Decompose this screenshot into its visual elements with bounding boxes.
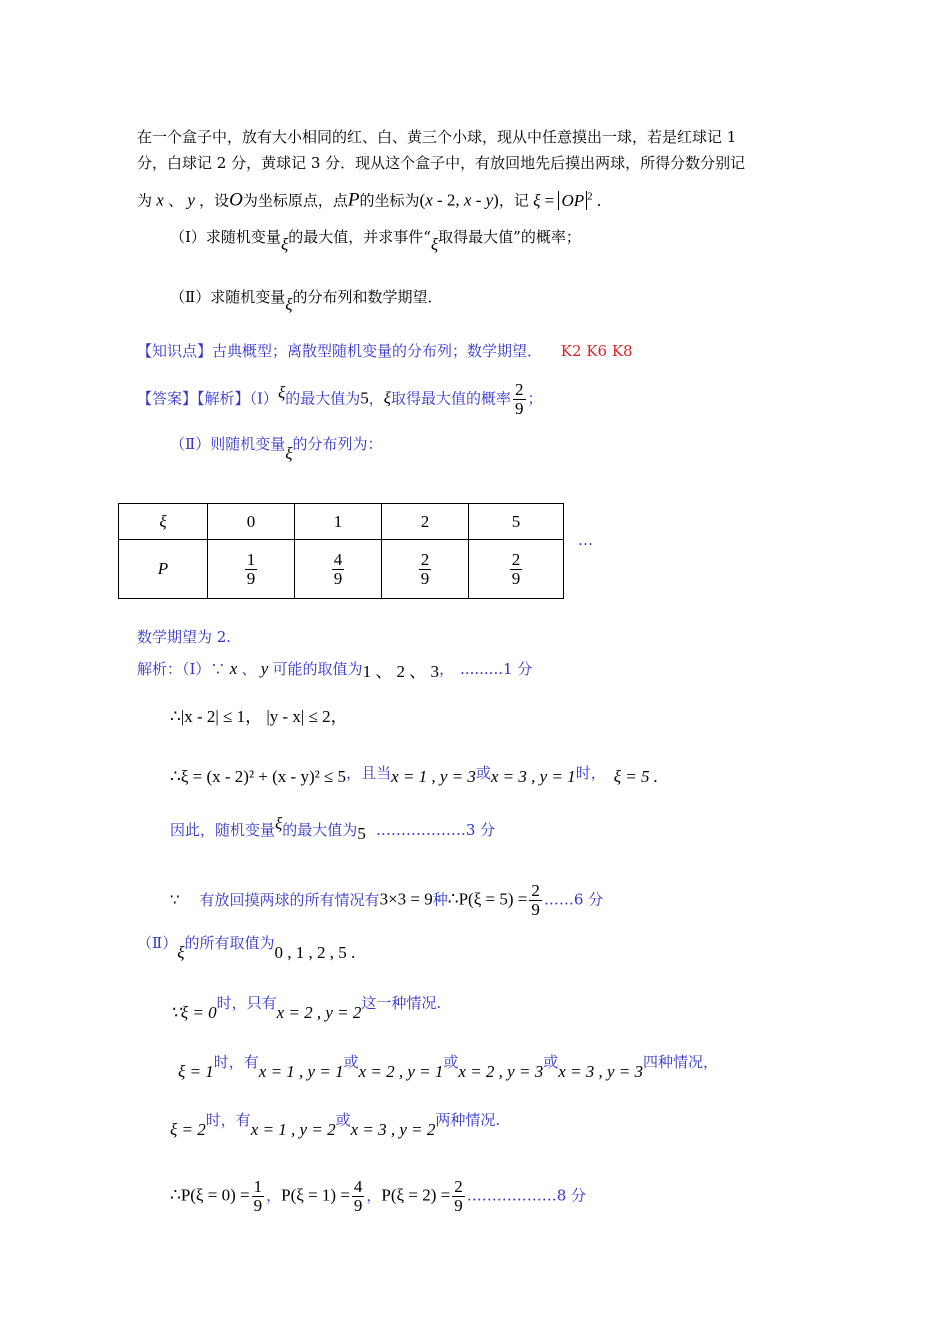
max-value: 5 <box>360 388 369 408</box>
text: 【答案】【解析】（I） <box>137 389 278 408</box>
max-value: 5 <box>357 824 366 843</box>
score-mark: ……6 分 <box>543 890 604 909</box>
question-1 <box>170 227 581 254</box>
table-cell: 1 <box>295 504 382 540</box>
fraction <box>352 1178 365 1215</box>
text: 取得最大值的概率 <box>391 389 512 408</box>
text: 两种情况. <box>435 1111 501 1129</box>
text: （I）求随机变量 <box>170 228 281 246</box>
var-P: P <box>347 189 360 211</box>
solution-line-9 <box>170 1110 501 1139</box>
text: 的分布列为： <box>292 435 383 453</box>
math-expr: ∴P(ξ = 0) = <box>170 1185 250 1205</box>
text: 为 <box>137 191 153 210</box>
solution-line-2: ∴|x - 2| ≤ 1， |y - x| ≤ 2， <box>170 707 348 726</box>
text: 解析：（I）∵ <box>137 660 226 678</box>
math-expr: P(ξ = 1) = <box>281 1185 350 1205</box>
xi-symbol: ξ <box>177 943 185 962</box>
problem-text: 在一个盒子中，放有大小相同的红、白、黄三个小球，现从中任意摸出一球，若是红球记 1 <box>137 128 737 146</box>
probability-fraction <box>513 381 526 418</box>
table-cell <box>208 540 295 599</box>
table-row <box>119 540 564 599</box>
denominator: 9 <box>454 1196 463 1215</box>
text: ，且当 <box>346 764 392 782</box>
numerator: 4 <box>333 549 343 569</box>
text: 取得最大值”的概率； <box>438 228 581 246</box>
table-header-p: P <box>119 540 208 599</box>
solution-line-1: 解析：（I）∵ x 、 y 可能的取值为1 、 2 、 3， .........1 分 <box>137 659 533 681</box>
denominator: 9 <box>246 568 256 588</box>
math-expr: x = 2 , y = 3 <box>458 1062 544 1081</box>
text: 、 <box>168 191 184 210</box>
text: ， <box>368 389 384 408</box>
text: 时，有 <box>205 1111 251 1129</box>
question-2 <box>170 287 443 314</box>
text: 有放回摸两球的所有情况有 <box>199 890 380 909</box>
denominator: 9 <box>333 568 343 588</box>
table-cell <box>469 540 564 599</box>
text: 的分布列和数学期望． <box>292 288 443 306</box>
math-expr: x = 3 , y = 3 <box>558 1062 644 1081</box>
point-coords: (x - 2, x - y) <box>419 190 499 210</box>
table-ellipsis: … <box>578 531 593 549</box>
solution-line-4 <box>170 814 496 843</box>
text: ， <box>366 1186 382 1205</box>
xi-symbol: ξ <box>280 235 289 254</box>
table-cell: 5 <box>469 504 564 540</box>
text: ， <box>266 1186 282 1205</box>
values: 1 、 2 、 3 <box>362 662 440 681</box>
score-mark: .........1 分 <box>460 660 533 678</box>
knowledge-points <box>137 341 633 361</box>
text: 可能的取值为 <box>272 660 363 678</box>
table-cell <box>382 540 469 599</box>
numerator: 2 <box>420 549 430 569</box>
solution-line-5 <box>170 882 603 919</box>
text: 种 <box>432 890 448 909</box>
fraction <box>452 1178 465 1215</box>
table-row <box>119 504 564 540</box>
solution-line-7 <box>170 993 442 1022</box>
math-expr: x = 2 , y = 2 <box>276 1003 362 1022</box>
math-expr: ∴ξ = (x - 2)² + (x - y)² ≤ 5 <box>170 767 347 786</box>
table-header-xi: ξ <box>119 504 208 540</box>
math-expr: ∵ξ = 0 <box>170 1003 217 1022</box>
xi-symbol: ξ <box>277 382 286 402</box>
denominator: 9 <box>353 1196 363 1215</box>
text: 或 <box>543 1053 559 1071</box>
table-cell <box>295 540 382 599</box>
denominator: 9 <box>531 900 540 919</box>
math-expr: x = 1 , y = 2 <box>250 1120 336 1139</box>
numerator: 1 <box>246 549 256 569</box>
text: 、 <box>241 660 257 678</box>
text: 的最大值为 <box>285 389 361 408</box>
xi-definition: ξ = OP $^2$ . <box>528 190 602 210</box>
math-expr: x = 1 , y = 1 <box>258 1062 344 1081</box>
text: 时， <box>575 764 606 782</box>
denominator: 9 <box>511 568 521 588</box>
numerator: 4 <box>353 1177 363 1196</box>
xi-symbol: ξ <box>285 444 293 463</box>
fraction <box>510 551 523 588</box>
math-expr: ξ = 2 <box>170 1120 206 1139</box>
var-O: O <box>229 189 243 211</box>
xi-symbol: ξ <box>430 235 439 254</box>
math-expr: ∴P(ξ = 5) = <box>447 889 528 909</box>
fraction <box>529 882 542 919</box>
knowledge-label: 【知识点】古典概型；离散型随机变量的分布列；数学期望． <box>137 342 543 360</box>
problem-line-3 <box>137 186 601 211</box>
math-expr: x = 3 , y = 1 <box>490 767 576 786</box>
fraction <box>332 551 345 588</box>
math-expr: ξ = 1 <box>178 1062 214 1081</box>
xi-symbol: ξ <box>285 295 293 314</box>
text: 时，有 <box>213 1053 259 1071</box>
text: ； <box>527 389 543 408</box>
problem-line-2 <box>137 153 745 173</box>
numerator: 1 <box>253 1177 263 1196</box>
text: ∵ <box>170 890 180 909</box>
score-mark: ………………8 分 <box>466 1186 587 1205</box>
text: 或 <box>443 1053 459 1071</box>
xi-symbol: ξ <box>383 388 392 408</box>
text: 的所有取值为 <box>184 934 275 952</box>
text: 的最大值为 <box>282 821 358 839</box>
solution-line-8 <box>178 1052 719 1081</box>
numerator: 2 <box>515 380 524 399</box>
math-expr: x = 3 , y = 2 <box>350 1120 436 1139</box>
text: 这一种情况. <box>361 994 442 1012</box>
text: （Ⅱ） <box>137 934 178 952</box>
text: 四种情况， <box>643 1053 719 1071</box>
solution-line-6 <box>137 933 356 962</box>
denominator: 9 <box>515 399 524 418</box>
text: 或 <box>335 1111 351 1129</box>
denominator: 9 <box>420 568 430 588</box>
math-expr: x = 2 , y = 1 <box>358 1062 444 1081</box>
fraction <box>245 551 258 588</box>
answer-part-2 <box>170 434 383 463</box>
text: 时，只有 <box>216 994 277 1012</box>
table-cell: 0 <box>208 504 295 540</box>
text: （Ⅱ）求随机变量 <box>170 288 286 306</box>
math-expr: P(ξ = 2) = <box>381 1185 451 1205</box>
text: 或 <box>475 764 491 782</box>
knowledge-codes: K2 K6 K8 <box>560 342 633 360</box>
answer-line <box>137 381 543 418</box>
var-y: y <box>183 190 200 210</box>
text: 为坐标原点，点 <box>242 191 348 210</box>
text: ，设 <box>199 191 230 210</box>
fraction <box>419 551 432 588</box>
math-expr: ξ = 5 . <box>613 767 658 786</box>
distribution-table <box>118 503 564 599</box>
xi-symbol: ξ <box>275 814 283 833</box>
text: 的最大值，并求事件“ <box>288 228 431 246</box>
text: 因此，随机变量 <box>170 821 276 839</box>
text: ，记 <box>498 191 529 210</box>
text: ， <box>439 660 455 678</box>
table-cell: 2 <box>382 504 469 540</box>
solution-line-3 <box>170 763 658 786</box>
problem-line-1 <box>137 127 736 147</box>
numerator: 2 <box>531 881 540 900</box>
numerator: 2 <box>511 549 521 569</box>
denominator: 9 <box>253 1196 263 1215</box>
text: （Ⅱ）则随机变量 <box>170 435 286 453</box>
score-mark: ………………3 分 <box>375 821 496 839</box>
text: 的坐标为 <box>359 191 420 210</box>
text: 或 <box>343 1053 359 1071</box>
numerator: 2 <box>454 1177 463 1196</box>
values: 0 , 1 , 2 , 5 . <box>274 943 356 962</box>
var-x: x <box>152 190 169 210</box>
fraction <box>252 1178 265 1215</box>
solution-line-10 <box>170 1178 586 1215</box>
problem-text: 分，白球记 2 分，黄球记 3 分．现从这个盒子中，有放回地先后摸出两球，所得分数分别记 <box>137 154 746 172</box>
math-expr: 3×3 = 9 <box>379 889 433 909</box>
math-expr: x = 1 , y = 3 <box>391 767 476 786</box>
expectation-line: 数学期望为 2. <box>137 628 232 646</box>
